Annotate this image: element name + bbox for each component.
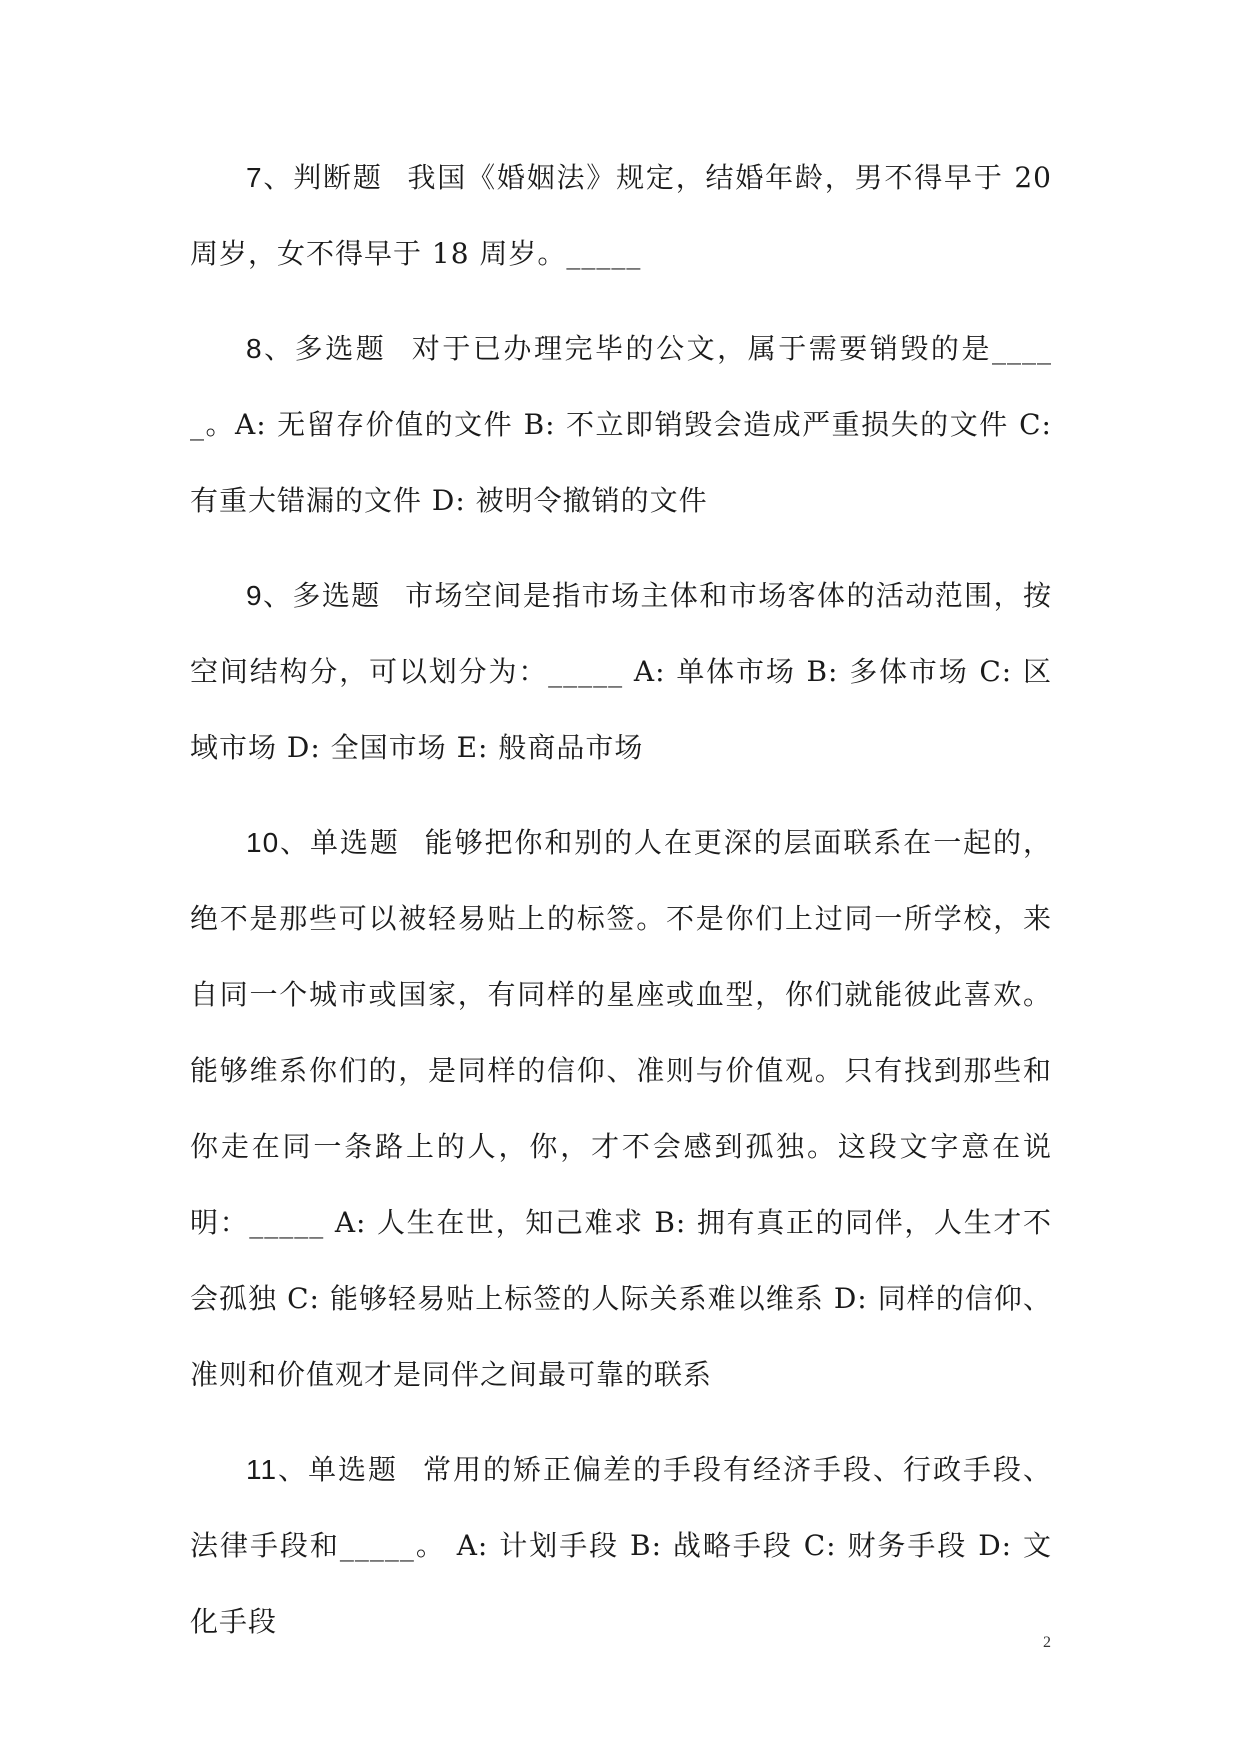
question-7 bbox=[190, 140, 1052, 292]
question-text: 能够把你和别的人在更深的层面联系在一起的，绝不是那些可以被轻易贴上的标签。不是你们上过同一所学校，来自同一个城市或国家，有同样的星座或血型，你们就能彼此喜欢。能够维系你们的，是同样的信仰、准则与价值观。只有找到那些和你走在同一条路上的人，你，才不会感到孤独。这段文字意在说明：_____ A: 人生在世，知己难求 B: 拥有真正的同伴，人生才不会孤独 C: 能够轻易贴上标签的人际关系难以维系 D: 同样的信仰、准则和价值观才是同伴之间最可靠的联系 bbox=[190, 826, 1052, 1391]
question-number: 9、 bbox=[246, 580, 293, 611]
question-number: 10、 bbox=[246, 827, 310, 858]
question-11 bbox=[190, 1432, 1052, 1660]
question-type: 单选题 bbox=[308, 1453, 399, 1486]
question-text: 常用的矫正偏差的手段有经济手段、行政手段、法律手段和_____。 A: 计划手段 B: 战略手段 C: 财务手段 D: 文化手段 bbox=[190, 1453, 1052, 1638]
question-number: 7、 bbox=[246, 162, 294, 193]
question-type: 多选题 bbox=[294, 332, 387, 365]
question-type: 多选题 bbox=[292, 579, 381, 612]
question-number: 11、 bbox=[246, 1454, 309, 1485]
page-number: 2 bbox=[1043, 1634, 1051, 1651]
question-8 bbox=[190, 311, 1052, 539]
question-number: 8、 bbox=[246, 333, 295, 364]
question-text: 市场空间是指市场主体和市场客体的活动范围，按空间结构分，可以划分为：_____ A: 单体市场 B: 多体市场 C: 区域市场 D: 全国市场 E: 般商品市场 bbox=[190, 579, 1052, 764]
question-text: 对于已办理完毕的公文，属于需要销毁的是_____。A: 无留存价值的文件 B: 不立即销毁会造成严重损失的文件 C: 有重大错漏的文件 D: 被明令撤销的文件 bbox=[190, 332, 1052, 517]
question-type: 单选题 bbox=[309, 826, 400, 859]
question-list bbox=[190, 140, 1052, 1679]
question-9 bbox=[190, 558, 1052, 786]
question-10 bbox=[190, 805, 1052, 1413]
question-text: 我国《婚姻法》规定，结婚年龄，男不得早于 20 周岁，女不得早于 18 周岁。_____ bbox=[190, 161, 1052, 270]
question-type: 判断题 bbox=[293, 161, 383, 194]
